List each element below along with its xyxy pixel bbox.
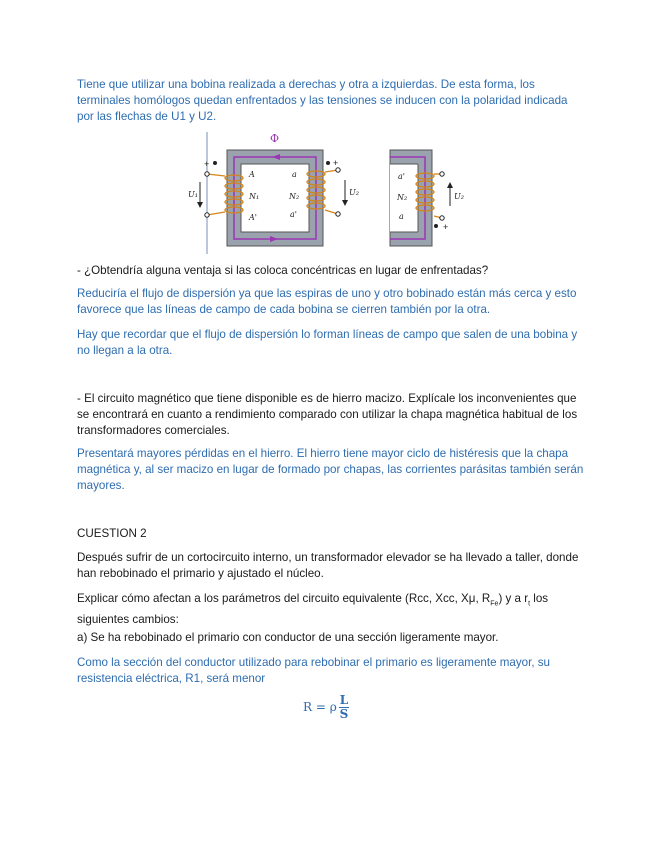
intro-answer: Tiene que utilizar una bobina realizada a derechas y otra a izquierdas. De esta forma, los terminales homólogos quedan enfrentados y las tensiones se inducen con la polaridad indicada por las flechas de U1 y U2.	[77, 78, 568, 123]
question2-intro: Después sufrir de un cortocircuito interno, un transformador elevador se ha llevado a taller, donde han rebobinado el primario y ajustado el núcleo.	[77, 551, 579, 580]
n1-label: N₁	[249, 192, 260, 201]
section-title: CUESTION 2	[77, 527, 147, 540]
right-fig-u2: U₂	[454, 192, 464, 201]
transformer-diagram	[185, 130, 475, 256]
u1-label: U₁	[188, 190, 198, 199]
resistance-formula: R = ρ $\frac{L}{S}$	[303, 693, 349, 721]
plus-left: +	[204, 159, 210, 169]
answer-concentric-1: Reduciría el flujo de dispersión ya que las espiras de uno y otro bobinado están más cerca y esto favorece que las líneas de campo de cada bobina se cierren también por la otra.	[77, 287, 577, 316]
n2-label: N₂	[289, 192, 300, 201]
plus-right: +	[333, 158, 339, 168]
terminal-a: a	[292, 170, 297, 179]
right-fig-a-prime: a'	[398, 172, 405, 181]
u2-label: U₂	[349, 188, 359, 197]
answer-concentric-2: Hay que recordar que el flujo de dispersión lo forman líneas de campo que salen de una bobina y no llegan a la otra.	[77, 328, 578, 357]
answer-iron: Presentará mayores pérdidas en el hierro. El hierro tiene mayor ciclo de histéresis que la chapa magnética y, al ser macizo en lugar de formado por chapas, las corrientes parásitas también serán mayores.	[77, 447, 584, 492]
terminal-A-prime: A'	[249, 213, 257, 222]
question-concentric: - ¿Obtendría alguna ventaja si las coloca concéntricas en lugar de enfrentadas?	[77, 264, 489, 277]
plus-right-fig: +	[443, 222, 449, 232]
terminal-A: A	[249, 170, 255, 179]
question2-a: a) Se ha rebobinado el primario con conductor de una sección ligeramente mayor.	[77, 631, 499, 644]
right-fig-n2: N₂	[397, 193, 408, 202]
answer2-a: Como la sección del conductor utilizado para rebobinar el primario es ligeramente mayor, su resistencia eléctrica, R1, será menor	[77, 656, 551, 685]
terminal-a-prime: a'	[290, 210, 297, 219]
right-fig-a: a	[399, 212, 404, 221]
flux-label: Φ	[270, 132, 280, 145]
question-iron: - El circuito magnético que tiene disponible es de hierro macizo. Explícale los inconvenientes que se encontrará en cuanto a rendimiento comparado con utilizar la chapa magnética habitual de los transformadores comerciales.	[77, 392, 578, 437]
question2-explain: Explicar cómo afectan a los parámetros del circuito equivalente (Rcc, Xcc, Xμ, $R_{Fe}$) y a $r_t$ los siguientes cambios:	[77, 592, 549, 627]
